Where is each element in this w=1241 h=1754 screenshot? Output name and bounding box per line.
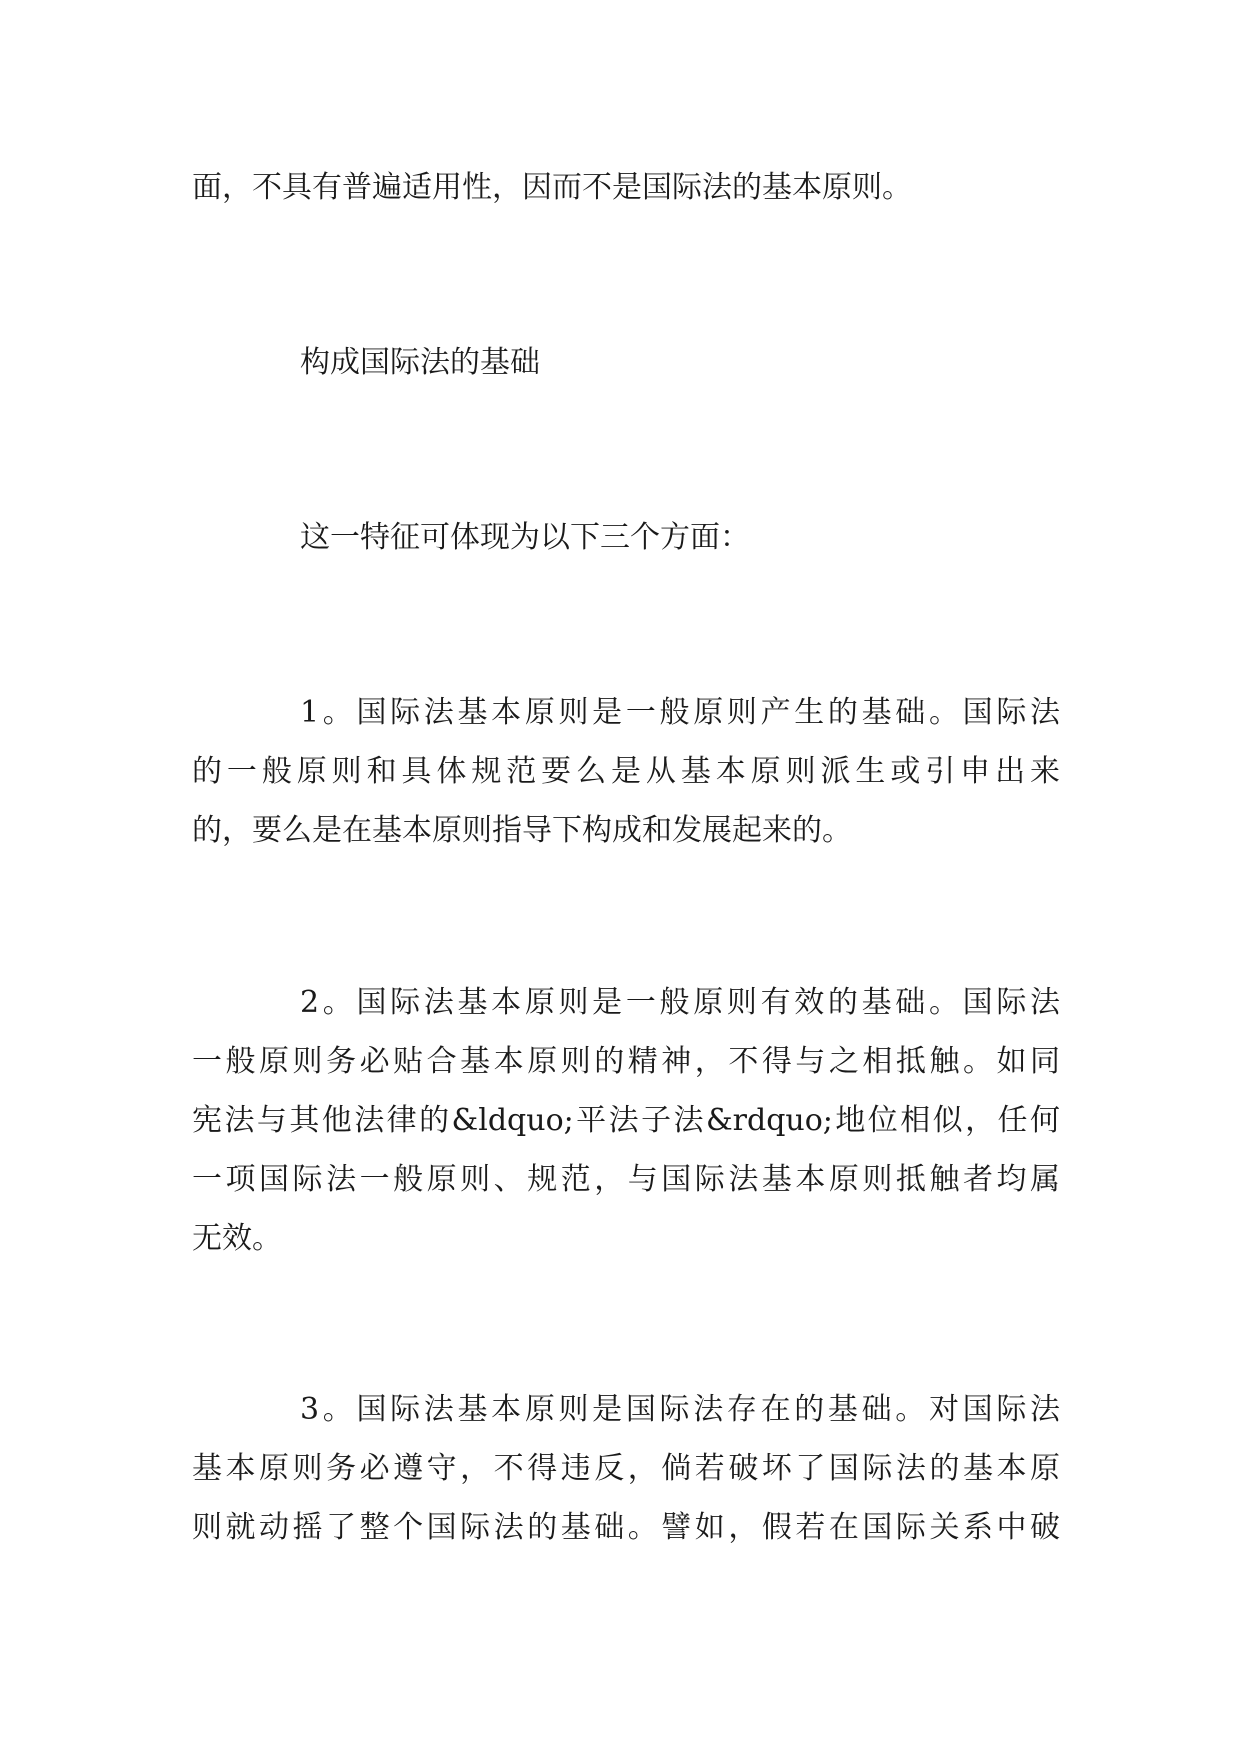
list-item-2-line: 无效。 bbox=[192, 1221, 282, 1256]
list-item-1-line: 的，要么是在基本原则指导下构成和发展起来的。 bbox=[192, 813, 852, 848]
list-item-2-line: 一项国际法一般原则、规范，与国际法基本原则抵触者均属 bbox=[192, 1162, 1060, 1197]
text-line: 这一特征可体现为以下三个方面： bbox=[300, 520, 750, 555]
list-item-3-line: 基本原则务必遵守，不得违反，倘若破坏了国际法的基本原 bbox=[192, 1451, 1060, 1486]
text-line: 面，不具有普遍适用性，因而不是国际法的基本原则。 bbox=[192, 170, 912, 205]
list-item-2-line: 2。国际法基本原则是一般原则有效的基础。国际法 bbox=[300, 985, 1060, 1020]
list-item-1-line: 的一般原则和具体规范要么是从基本原则派生或引申出来 bbox=[192, 754, 1060, 789]
list-item-1-line: 1。国际法基本原则是一般原则产生的基础。国际法 bbox=[300, 695, 1060, 730]
section-heading: 构成国际法的基础 bbox=[300, 345, 540, 380]
list-item-2-line: 宪法与其他法律的&ldquo;平法子法&rdquo;地位相似，任何 bbox=[192, 1103, 1060, 1138]
list-item-2-line: 一般原则务必贴合基本原则的精神，不得与之相抵触。如同 bbox=[192, 1044, 1060, 1079]
list-item-3-line: 3。国际法基本原则是国际法存在的基础。对国际法 bbox=[300, 1392, 1060, 1427]
list-item-3-line: 则就动摇了整个国际法的基础。譬如，假若在国际关系中破 bbox=[192, 1510, 1060, 1545]
